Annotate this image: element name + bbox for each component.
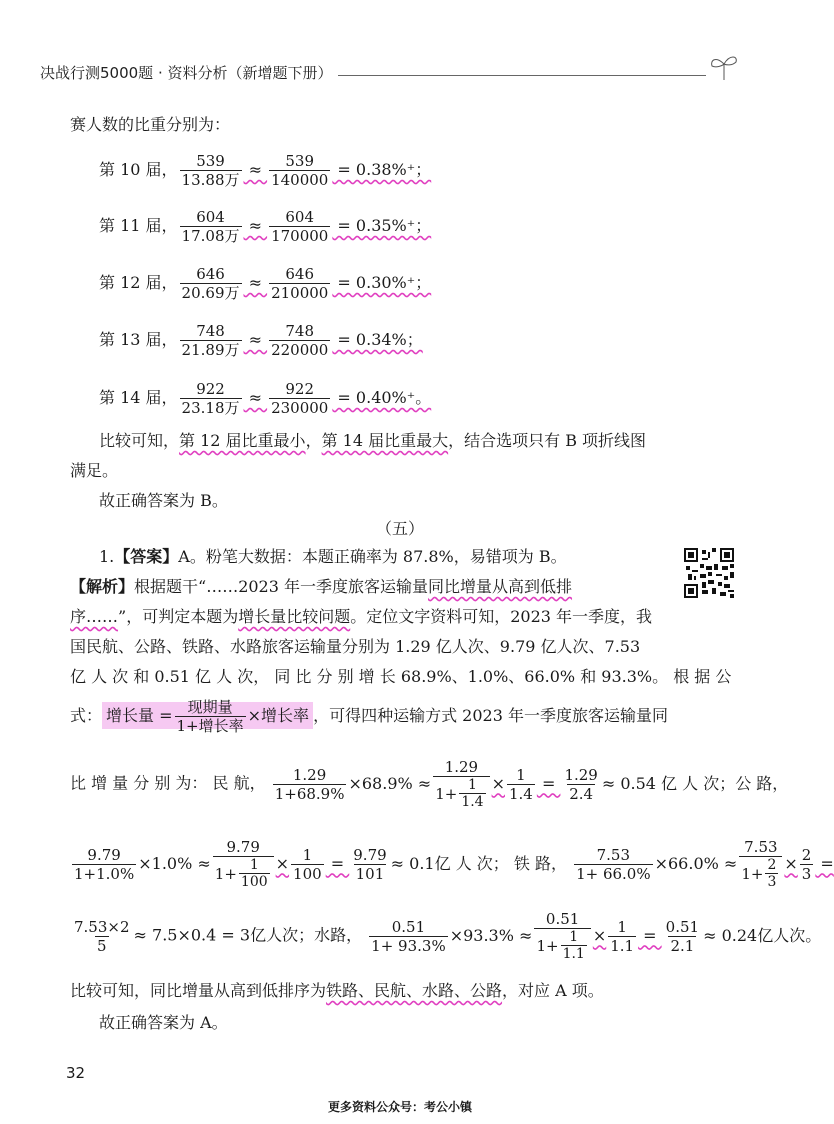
- calc-times: ×: [784, 853, 798, 873]
- calc-times: ×: [275, 853, 290, 873]
- calc-fraction-2-inner: [239, 857, 270, 890]
- ratio-row: [99, 208, 431, 245]
- calc-fraction-2: [213, 838, 274, 890]
- q1-number: 1.: [99, 547, 115, 566]
- footer-text: 更多资料公众号：考公小镇: [327, 1100, 472, 1114]
- calc-fraction-4-denominator: 2.4: [569, 784, 594, 803]
- answer-2: 故正确答案为 A。: [99, 1013, 228, 1032]
- jiexi-line-2: [70, 606, 652, 628]
- calc-line-tielu-shuilu: [70, 910, 821, 962]
- calc-underlined: [431, 758, 602, 810]
- calc-fraction-3: [291, 846, 324, 883]
- approx-sign: ≈: [243, 216, 268, 235]
- approx-sign: ≈: [243, 388, 268, 407]
- answer-1: 故正确答案为 B。: [99, 491, 228, 510]
- jiexi-underline-1: 同比增量从高到低排: [428, 577, 573, 596]
- row-fraction-2-denominator: 230000: [271, 399, 329, 417]
- answer-label: 【答案】: [114, 547, 179, 566]
- row-calc: [178, 265, 432, 302]
- calc-fraction-3-denominator: 3: [801, 864, 812, 883]
- calc-mul: ×66.0% ≈: [654, 853, 738, 873]
- calc-fraction-3-numerator: 2: [801, 845, 812, 864]
- compare-comma: ，: [305, 431, 322, 450]
- row-calc: [178, 380, 432, 417]
- calc-fraction-1-numerator: 7.53: [596, 845, 631, 864]
- calc-line-gonglu-tielu: [70, 838, 834, 890]
- row-fraction-1-denominator: 17.08万: [181, 227, 240, 245]
- row-result: = 0.40%⁺。: [332, 388, 432, 407]
- compare2-post: ，对应 A 项。: [502, 981, 604, 1000]
- calc-result: ≈ 7.5×0.4 = 3亿人次；水路，: [133, 925, 363, 945]
- row-fraction-1: [180, 265, 242, 302]
- calc-pre: 比 增 量 分 别 为： 民 航，: [70, 773, 266, 793]
- calc-fraction-2: [433, 758, 489, 810]
- formula-rhs: ×增长率: [247, 706, 310, 725]
- answer-text: A。粉笔大数据：本题正确率为 87.8%，易错项为 B。: [178, 547, 567, 566]
- jiexi-text-2b: 。定位文字资料可知，2023 年一季度，我: [350, 607, 653, 626]
- jiexi-text-2a: ”，可判定本题为: [118, 607, 239, 626]
- row-fraction-2-denominator: 140000: [271, 171, 329, 189]
- calc-fraction-1-denominator: 1+1.0%: [74, 864, 135, 883]
- calc-fraction-5-denominator: 5: [96, 936, 107, 955]
- calc-fraction-2-inner-numerator: 1: [468, 777, 477, 793]
- approx-sign: ≈: [243, 273, 268, 292]
- calc-times: ×: [491, 773, 505, 793]
- sprout-icon: [704, 52, 744, 82]
- row-result: = 0.35%⁺；: [332, 216, 432, 235]
- ratio-row: [99, 380, 431, 417]
- ratio-row: [99, 265, 431, 302]
- calc-fraction-2-numerator: 0.51: [545, 910, 580, 928]
- calc-fraction-5: [72, 918, 132, 955]
- compare2-pre: 比较可知，同比增量从高到低排序为: [70, 981, 327, 1000]
- calc-fraction-1-denominator: 1+ 93.3%: [371, 936, 446, 955]
- calc-fraction-1: [369, 918, 448, 955]
- row-fraction-2-numerator: 748: [285, 322, 315, 340]
- calc-fraction-2: [534, 910, 590, 962]
- q1-answer: [99, 546, 567, 568]
- calc-fraction-4-denominator: 101: [355, 864, 385, 883]
- calc-underlined: [532, 910, 703, 962]
- calc-fraction-1-numerator: 1.29: [292, 765, 327, 784]
- compare-pre: 比较可知，: [99, 431, 180, 450]
- calc-result: ≈ 0.1亿 人 次； 铁 路，: [390, 853, 567, 873]
- row-fraction-2: [269, 380, 330, 417]
- row-calc: [178, 208, 432, 245]
- calc-fraction-2-numerator: 7.53: [744, 838, 778, 856]
- row-fraction-1: [180, 152, 242, 189]
- calc-fraction-3: [800, 846, 814, 883]
- jiexi-line-4: 亿 人 次 和 0.51 亿 人 次， 同 比 分 别 增 长 68.9%、1.0%、66.0% 和 93.3%。 根 据 公: [70, 667, 732, 686]
- calc-fraction-2-denominator: 1+ $\frac{2}{3}$: [739, 856, 782, 890]
- row-result: = 0.38%⁺；: [332, 160, 432, 179]
- calc-fraction-4-numerator: 9.79: [353, 845, 387, 864]
- row-label: 第 10 届，: [99, 160, 178, 179]
- calc-fraction-2-inner: [561, 929, 587, 962]
- calc-fraction-2-denominator: 1+ $\frac{1}{1.1}$: [534, 928, 590, 962]
- row-fraction-2-numerator: 539: [285, 152, 315, 170]
- calc-result: ≈ 0.24亿人次。: [703, 925, 822, 945]
- jiexi-label: 【解析】: [70, 577, 135, 596]
- qr-code-icon[interactable]: [684, 548, 734, 598]
- calc-fraction-2-inner-denominator: 3: [767, 874, 777, 890]
- row-fraction-1: [180, 322, 242, 359]
- calc-fraction-2-inner-numerator: 1: [249, 857, 259, 873]
- formula-fraction: [175, 698, 246, 735]
- row-fraction-1-denominator: 13.88万: [181, 171, 240, 189]
- calc-fraction-1-denominator: 1+68.9%: [274, 784, 345, 803]
- formula-pre: 式：: [70, 706, 103, 725]
- row-fraction-2: [269, 208, 330, 245]
- row-fraction-1-numerator: 748: [196, 322, 225, 340]
- row-fraction-2-denominator: 210000: [271, 284, 329, 302]
- jiexi-line-3: 国民航、公路、铁路、水路旅客运输量分别为 1.29 亿人次、9.79 亿人次、7.53: [70, 637, 641, 656]
- row-fraction-2: [269, 322, 330, 359]
- formula-highlight: [102, 698, 313, 735]
- row-label: 第 11 届，: [99, 216, 178, 235]
- compare-cont: 满足。: [70, 461, 119, 480]
- approx-sign: ≈: [243, 330, 268, 349]
- calc-fraction-2-inner-numerator: 2: [767, 857, 777, 873]
- calc-fraction-3: [608, 918, 636, 955]
- calc-fraction-3-numerator: 1: [617, 917, 627, 936]
- row-fraction-2-denominator: 170000: [271, 227, 329, 245]
- calc-fraction-2-inner: [765, 857, 778, 890]
- calc-fraction-2: [739, 838, 782, 890]
- row-calc: [178, 152, 432, 189]
- formula-denominator: 1+增长率: [176, 717, 244, 735]
- formula-post: ，可得四种运输方式 2023 年一季度旅客运输量同: [313, 706, 668, 725]
- calc-fraction-4-numerator: 1.29: [564, 765, 598, 784]
- page-number: 32: [66, 1064, 86, 1082]
- calc-underlined: [211, 838, 391, 890]
- calc-fraction-3-numerator: 1: [516, 765, 526, 784]
- row-label: 第 14 届，: [99, 388, 178, 407]
- calc-mul: ×93.3% ≈: [449, 925, 533, 945]
- row-calc: [178, 322, 423, 359]
- jiexi-line-1: [70, 576, 572, 598]
- compare-post: ，结合选项只有 B 项折线图: [448, 431, 647, 450]
- compare-paragraph-1: [99, 430, 646, 452]
- calc-fraction-2-denominator: 1+ $\frac{1}{1.4}$: [433, 776, 489, 810]
- ratio-row: [99, 322, 423, 359]
- row-fraction-1-numerator: 539: [196, 152, 225, 170]
- jiexi-underline-2: 序……: [70, 607, 119, 626]
- row-label: 第 13 届，: [99, 330, 178, 349]
- row-label: 第 12 届，: [99, 273, 178, 292]
- row-fraction-1-numerator: 646: [196, 265, 225, 283]
- calc-eq: =: [638, 925, 662, 945]
- calc-fraction-3-numerator: 1: [302, 845, 313, 864]
- calc-fraction-3-denominator: 1.1: [610, 936, 635, 955]
- jiexi-text-1a: 根据题干“……2023 年一季度旅客运输量: [134, 577, 429, 596]
- header-rule: [338, 75, 706, 76]
- calc-fraction-3-denominator: 1.4: [509, 784, 533, 803]
- row-fraction-2-numerator: 604: [285, 208, 315, 226]
- calc-fraction-1: [72, 846, 136, 883]
- intro-text: 赛人数的比重分别为：: [70, 115, 231, 134]
- running-header: 决战行测5000题 · 资料分析（新增题下册）: [40, 64, 333, 82]
- calc-eq: =: [536, 773, 561, 793]
- row-fraction-1-numerator: 922: [196, 380, 225, 398]
- row-fraction-1: [180, 208, 242, 245]
- calc-fraction-4-numerator: 0.51: [665, 917, 700, 936]
- compare-underline-1: 第 12 届比重最小: [179, 431, 306, 450]
- calc-fraction-1-numerator: 0.51: [391, 917, 426, 936]
- calc-mul: ×1.0% ≈: [138, 853, 211, 873]
- row-fraction-1-numerator: 604: [196, 208, 225, 226]
- formula-lhs: 增长量 =: [106, 706, 173, 725]
- calc-fraction-1: [574, 846, 653, 883]
- calc-fraction-2-inner: [459, 777, 485, 810]
- calc-fraction-2-numerator: 1.29: [444, 758, 479, 776]
- calc-line-minhang: [70, 758, 788, 810]
- calc-fraction-1-numerator: 9.79: [87, 845, 121, 864]
- jiexi-underline-3: 增长量比较问题: [238, 607, 351, 626]
- ratio-row: [99, 152, 431, 189]
- calc-fraction-4: [351, 846, 388, 883]
- jiexi-line-5: [70, 698, 668, 735]
- row-fraction-2-numerator: 646: [285, 265, 315, 283]
- calc-fraction-5-numerator: 7.53×2: [74, 917, 130, 936]
- calc-fraction-2-inner-denominator: 1.4: [461, 794, 484, 810]
- row-fraction-2: [269, 152, 330, 189]
- row-result: = 0.30%⁺；: [332, 273, 432, 292]
- calc-eq: =: [815, 853, 834, 873]
- row-result: = 0.34%；: [332, 330, 423, 349]
- row-fraction-1-denominator: 21.89万: [181, 341, 240, 359]
- calc-fraction-2-inner-denominator: 100: [240, 874, 268, 890]
- calc-fraction-2-numerator: 9.79: [226, 838, 260, 856]
- calc-fraction-2-inner-denominator: 1.1: [562, 946, 585, 962]
- calc-fraction-2-denominator: 1+ $\frac{1}{100}$: [213, 856, 274, 890]
- calc-eq: =: [325, 853, 350, 873]
- row-fraction-1: [180, 380, 242, 417]
- calc-fraction-4: [562, 766, 599, 803]
- calc-fraction-4-denominator: 2.1: [670, 936, 695, 955]
- formula-numerator: 现期量: [187, 698, 233, 716]
- compare-paragraph-2: [70, 980, 604, 1002]
- calc-fraction-4: [664, 918, 701, 955]
- compare2-underline: 铁路、民航、水路、公路: [326, 981, 503, 1000]
- calc-result: ≈ 0.54 亿 人 次；公 路，: [601, 773, 789, 793]
- calc-fraction-2-inner-numerator: 1: [569, 929, 579, 945]
- calc-times: ×: [592, 925, 607, 945]
- calc-underlined: [70, 917, 134, 955]
- calc-fraction-1: [273, 766, 347, 803]
- calc-fraction-1-denominator: 1+ 66.0%: [576, 864, 651, 883]
- calc-mul: ×68.9% ≈: [348, 773, 432, 793]
- compare-underline-2: 第 14 届比重最大: [321, 431, 449, 450]
- section-heading: （五）: [375, 519, 424, 538]
- calc-fraction-3-denominator: 100: [293, 864, 322, 883]
- row-fraction-1-denominator: 23.18万: [181, 399, 240, 417]
- calc-fraction-3: [507, 766, 535, 803]
- calc-underlined: [737, 838, 834, 890]
- row-fraction-2-numerator: 922: [285, 380, 315, 398]
- row-fraction-2-denominator: 220000: [271, 341, 329, 359]
- row-fraction-2: [269, 265, 330, 302]
- row-fraction-1-denominator: 20.69万: [181, 284, 240, 302]
- approx-sign: ≈: [243, 160, 268, 179]
